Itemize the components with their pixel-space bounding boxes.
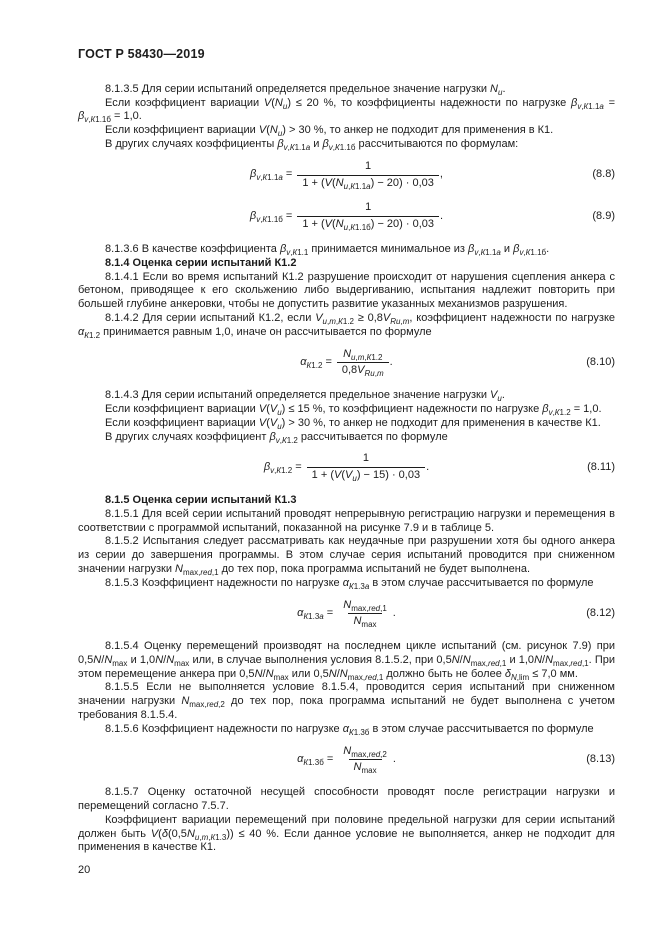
document-body — [78, 83, 615, 855]
paragraph: 8.1.4.3 Для серии испытаний определяется предельное значение нагрузки $V_u$. — [105, 389, 505, 404]
formula — [78, 745, 615, 776]
paragraph: 8.1.3.5 Для серии испытаний определяется предельное значение нагрузки $N_u$. — [105, 82, 506, 97]
fraction-numerator: $N_{max,red,2}$ — [343, 744, 387, 759]
fraction — [307, 452, 425, 483]
paragraph: Коэффициент вариации перемещений при половине предельной нагрузки для серии испытаний должен быть $V(\delta(0,5N_{u,m,К1.3})) \le 40$ %. Если данное условие не выполняется, анкер не подходит для применения в качестве К1. — [78, 813, 615, 854]
fraction-numerator: 1 — [365, 201, 372, 214]
fraction — [297, 160, 439, 191]
paragraph: 8.1.4.1 Если во время испытаний К1.2 разрушение происходит от нарушения сцепления анкера с бетоном, приводящее к его скольжению либо выдергиванию, испытания надлежит повторить при большей глубине анкеровки, чтобы не допустить развитие указанных механизмов разрушения. — [78, 270, 615, 311]
equation-punctuation: . — [392, 753, 396, 766]
paragraph: 8.1.5.3 Коэффициент надежности по нагрузке $\alpha_{К1.3а}$ в этом случае рассчитывается по формуле — [105, 576, 594, 591]
equation — [250, 201, 443, 232]
paragraph: Если коэффициент вариации $V(V_u) > 30$ %, то анкер не подходит для применения в качестве К1. — [105, 416, 601, 431]
equation-number: (8.8) — [592, 168, 615, 181]
paragraph: 8.1.5.4 Оценку перемещений производят на последнем цикле испытаний (см. рисунок 7.9) при $0,5N/N_{max}$ и $1,0N/N_{max}$ или, в случае выполнения условия 8.1.5.2, при $0,5N/N_{max,red,1}$ и $1,0N/N_{max,red,1}$. При этом перемещение анкера при $0,5N/N_{max}$ или $0,5N/N_{max,red,1}$ должно быть не более $\delta_{N,lim} \le 7,0$ мм. — [78, 640, 616, 682]
equation-lhs: $\beta_{v,К1.2}$ = — [263, 460, 302, 475]
fraction-denominator: $1 + (V(N_{u,К1.1б}) - 20) \cdot 0,03$ — [297, 216, 439, 232]
paragraph: Если коэффициент вариации $V(N_u) \le 20$ %, то коэффициенты надежности по нагрузке $\beta_{v,К1.1а} = \beta_{v,К1.1б} = 1,0$. — [78, 96, 616, 125]
equation-lhs: $\alpha_{К1.3б}$ = — [297, 753, 334, 768]
fraction — [338, 599, 392, 630]
formula — [78, 160, 615, 191]
fraction-numerator: $N_{u,m,К1.2}$ — [343, 347, 383, 362]
equation-lhs: $\alpha_{К1.2}$ = — [300, 355, 332, 371]
equation-number: (8.9) — [592, 209, 615, 222]
formula — [78, 599, 615, 630]
equation — [297, 745, 396, 776]
equation — [250, 160, 443, 191]
equation — [300, 348, 392, 379]
equation-punctuation: . — [426, 460, 430, 473]
paragraph: 8.1.5.7 Оценку остаточной несущей способности проводят после регистрации нагрузки и перемещений согласно 7.5.7. — [78, 786, 615, 813]
section-heading: 8.1.5 Оценка серии испытаний К1.3 — [105, 493, 297, 506]
fraction-denominator: $1 + (V(V_u) - 15) \cdot 0,03$ — [307, 467, 425, 483]
paragraph: 8.1.4.2 Для серии испытаний К1.2, если $V_{u,m,К1.2} \ge 0,8V_{Ru,m}$, коэффициент надежности по нагрузке $\alpha_{К1.2}$ принимается равным 1,0, иначе он рассчитывается по формуле — [78, 311, 615, 340]
equation-number: (8.10) — [586, 355, 615, 368]
paragraph: 8.1.3.6 В качестве коэффициента $\beta_{v,К1.1}$ принимается минимальное из $\beta_{v,К1.1а}$ и $\beta_{v,К1.1б}$. — [105, 242, 550, 258]
fraction-numerator: 1 — [365, 159, 372, 172]
equation-number: (8.11) — [587, 460, 615, 473]
equation-number: (8.13) — [586, 753, 615, 766]
equation-number: (8.12) — [586, 606, 615, 619]
paragraph: В других случаях коэффициент $\beta_{v,К1.2}$ рассчитывается по формуле — [105, 430, 448, 445]
paragraph: 8.1.5.6 Коэффициент надежности по нагрузке $\alpha_{К1.3б}$ в этом случае рассчитывается по формуле — [105, 722, 594, 738]
equation-punctuation: . — [389, 355, 393, 368]
equation-lhs: $\alpha_{К1.3а}$ = — [297, 606, 334, 622]
paragraph: 8.1.5.5 Если не выполняется условие 8.1.5.4, проводится серия испытаний при сниженном значении нагрузки $N_{max,red,2}$ до тех пор, пока программа испытаний не будет выполнена с учетом требования 8.1.5.4. — [78, 681, 615, 722]
formula — [78, 201, 615, 232]
equation-punctuation: . — [440, 209, 444, 222]
document-header: ГОСТ Р 58430—2019 — [78, 47, 205, 61]
formula — [78, 452, 615, 483]
page-number: 20 — [78, 864, 91, 877]
fraction-numerator: 1 — [362, 452, 369, 465]
paragraph: 8.1.5.2 Испытания следует рассматривать как неудачные при разрушении хотя бы одного анкера из серии до завершения программы. В этом случае серия испытаний проводится при сниженном значении нагрузки $N_{max,red,1}$ до тех пор, пока программа испытаний не будет выполнена. — [78, 535, 615, 578]
fraction-denominator: $1 + (V(N_{u,К1.1а}) - 20) \cdot 0,03$ — [297, 175, 439, 191]
equation-punctuation: . — [392, 606, 396, 619]
formula — [78, 348, 615, 379]
fraction-denominator: $N_{max}$ — [348, 613, 381, 629]
paragraph: 8.1.5.1 Для всей серии испытаний проводят непрерывную регистрацию нагрузки и перемещения в соответствии с программой испытаний, показанной на рисунке 7.9 и в таблице 5. — [78, 507, 615, 534]
fraction-denominator: $0,8V_{Ru,m}$ — [337, 362, 389, 378]
fraction-numerator: $N_{max,red,1}$ — [343, 598, 387, 613]
paragraph: Если коэффициент вариации $V(V_u) \le 15$ %, то коэффициент надежности по нагрузке $\beta_{v,К1.2} = 1,0$. — [105, 402, 602, 418]
paragraph: Если коэффициент вариации $V(N_u) > 30$ %, то анкер не подходит для применения в К1. — [105, 124, 554, 139]
equation — [297, 599, 396, 630]
fraction — [297, 201, 439, 232]
equation-punctuation: , — [439, 168, 443, 181]
fraction — [337, 348, 389, 379]
section-heading: 8.1.4 Оценка серии испытаний К1.2 — [105, 256, 297, 269]
paragraph: В других случаях коэффициенты $\beta_{v,К1.1а}$ и $\beta_{v,К1.1б}$ рассчитываются по формулам: — [105, 137, 519, 153]
equation-lhs: $\beta_{v,К1.1б}$ = — [249, 209, 293, 224]
equation — [264, 452, 429, 483]
fraction — [338, 745, 392, 776]
fraction-denominator: $N_{max}$ — [349, 759, 382, 775]
equation-lhs: $\beta_{v,К1.1а}$ = — [250, 168, 293, 183]
